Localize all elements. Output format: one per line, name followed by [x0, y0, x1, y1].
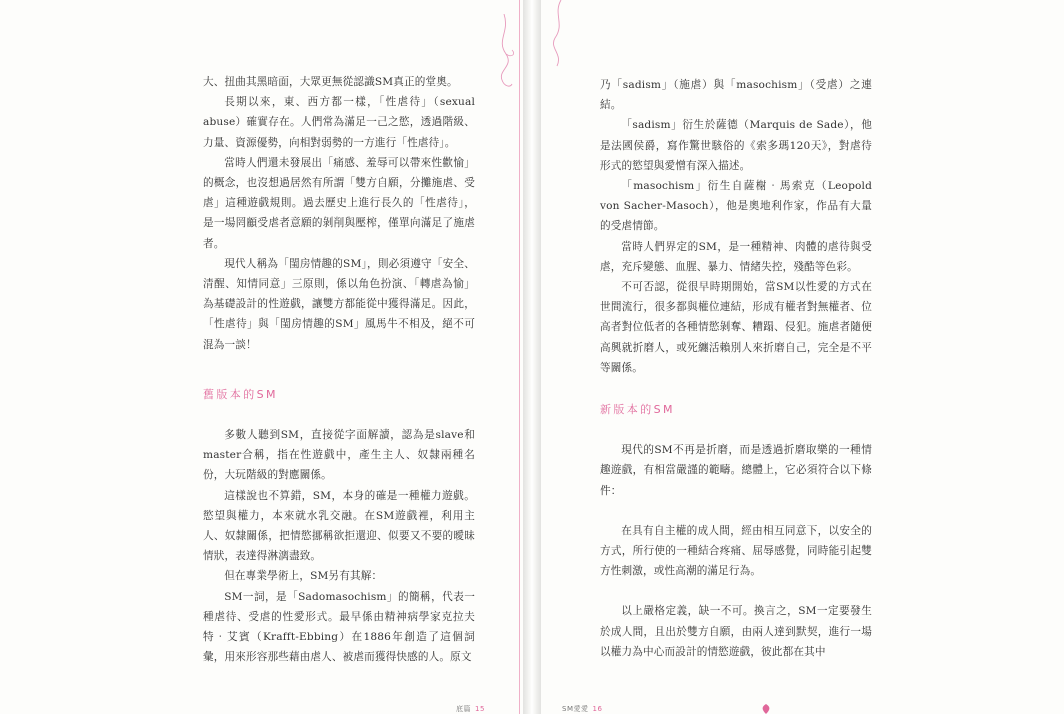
paragraph: 不可否認，從很早時期開始，當SM以性愛的方式在世間流行，很多都與權位連結，形成有權者對無權者、位高者對位低者的各種情慾剝奪、糟蹋、侵犯。施虐者隨便高興就折磨人，或死纏活賴別人來折磨自己，完全是不平等關係。	[600, 281, 872, 374]
ribbon-swirl-icon	[492, 14, 522, 92]
paragraph: 在具有自主權的成人間，經由相互同意下，以安全的方式，所行使的一種結合疼痛、屈辱感覺，同時能引起雙方性刺激，或性高潮的滿足行為。	[600, 524, 872, 578]
paragraph: 以上嚴格定義，缺一不可。換言之，SM一定要發生於成人間，且出於雙方自願，由兩人達到默契，進行一場以權力為中心而設計的情慾遊戲，彼此都在其中	[600, 605, 872, 658]
section-heading-new-sm: 新版本的SM	[600, 403, 675, 417]
paragraph: 乃「sadism」（施虐）與「masochism」（受虐）之連結。	[600, 79, 872, 112]
footer-label: 底篇	[456, 705, 471, 713]
book-spine	[523, 0, 541, 714]
flower-ornament-icon	[759, 704, 773, 714]
paragraph: 多數人聽到SM，直接從字面解讀，認為是slave和master合稱，指在性遊戲中，產生主人、奴隸兩種名份，大玩階級的對應關係。	[203, 429, 475, 482]
paragraph: 當時人們界定的SM，是一種精神、肉體的虐待與受虐，充斥變態、血腥、暴力、情緒失控，殘酷等色彩。	[600, 240, 872, 273]
footer-label: SM愛愛	[562, 705, 589, 713]
paragraph: 當時人們還未發展出「痛感、羞辱可以帶來性歡愉」的概念，也沒想過居然有所謂「雙方自願，分攤施虐、受虐」這種遊戲規則。過去歷史上進行長久的「性虐待」，是一場罔顧受虐者意願的剝削與壓榨，僅單向滿足了施虐者。	[203, 156, 475, 250]
paragraph: 大、扭曲其黑暗面，大眾更無從認識SM真正的堂奧。	[203, 76, 458, 88]
paragraph: 長期以來，東、西方都一樣，「性虐待」（sexual abuse）確實存在。人們常為滿足一己之慾，透過階級、力量、資源優勢，向相對弱勢的一方進行「性虐待」。	[203, 96, 475, 149]
right-text-column	[600, 75, 872, 662]
page-number: 16	[592, 705, 603, 713]
left-page-footer	[456, 704, 485, 714]
ribbon-swirl-icon	[545, 0, 567, 70]
left-gutter-line	[519, 0, 520, 714]
page-number: 15	[475, 705, 485, 713]
paragraph: 「masochism」衍生自薩榭‧馬索克（Leopold von Sacher-Masoch），他是奧地利作家，作品有大量的受虐情節。	[600, 180, 872, 233]
right-page-footer	[562, 704, 602, 714]
paragraph: 「sadism」衍生於薩德（Marquis de Sade），他是法國侯爵，寫作驚世駭俗的《索多瑪120天》，對虐待形式的慾望與愛憎有深入描述。	[600, 119, 872, 172]
paragraph: SM一詞，是「Sadomasochism」的簡稱，代表一種虐待、受虐的性愛形式。最早係由精神病學家克拉夫特‧艾賓（Krafft-Ebbing）在1886年創造了這個詞彙，用來形容那些藉由虐人、被虐而獲得快感的人。原文	[203, 590, 475, 664]
paragraph: 現代人稱為「閨房情趣的SM」，則必須遵守「安全、清醒、知情同意」三原則，係以角色扮演、「轉虐為愉」為基礎設計的性遊戲，讓雙方都能從中獲得滿足。因此，「性虐待」與「閨房情趣的SM」風馬牛不相及，絕不可混為一談！	[203, 257, 475, 351]
section-heading-old-sm: 舊版本的SM	[203, 387, 278, 401]
left-text-column	[203, 72, 475, 667]
paragraph: 但在專業學術上，SM另有其解：	[224, 570, 383, 583]
paragraph: 這樣說也不算錯，SM，本身的確是一種權力遊戲。慾望與權力，本來就水乳交融。在SM遊戲裡，利用主人、奴隸關係，把情慾挪稱欲拒還迎、似要又不要的曖昧情狀，表達得淋漓盡致。	[203, 489, 475, 563]
right-page	[541, 0, 1064, 714]
paragraph: 現代的SM不再是折磨，而是透過折磨取樂的一種情趣遊戲，有相當嚴謹的範疇。總體上，它必須符合以下條件：	[600, 444, 872, 497]
left-page	[0, 0, 523, 714]
